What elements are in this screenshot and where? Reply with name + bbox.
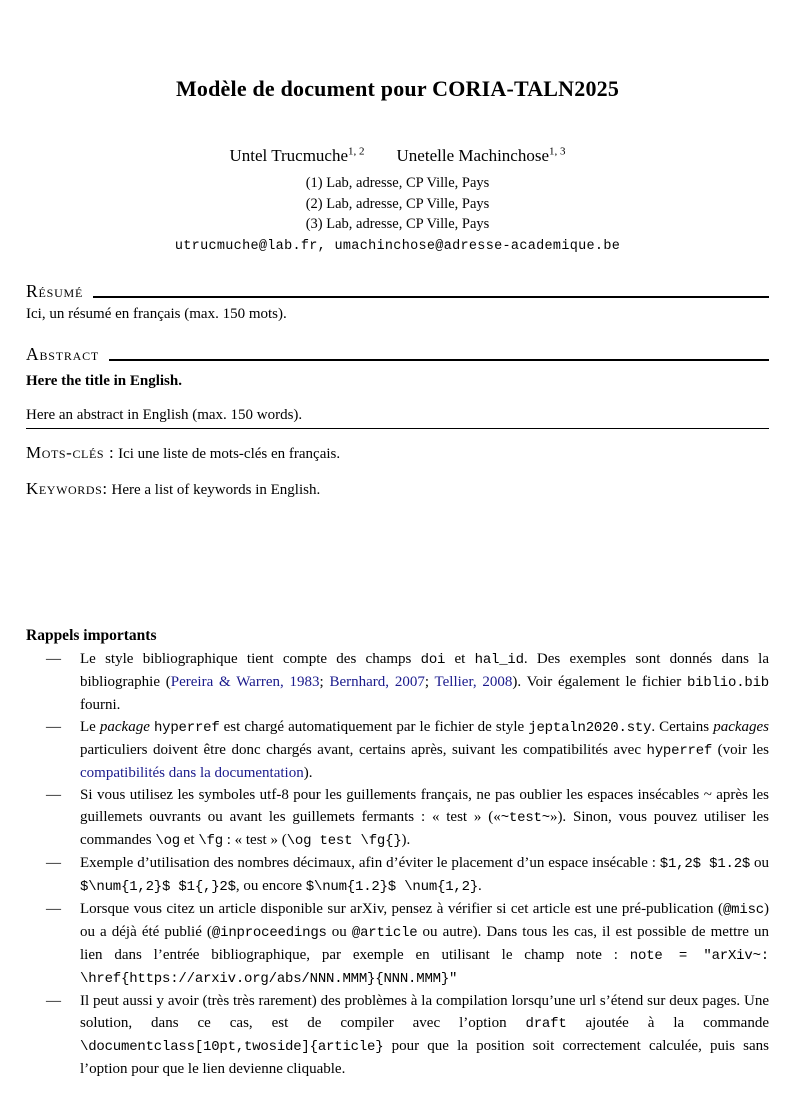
resume-heading: Résumé xyxy=(26,280,84,301)
bullet-text-4 xyxy=(80,852,769,898)
author-line xyxy=(26,146,769,166)
plain-text: pour que la position soit correctement calculée, puis sans l’option pour que le lien devienne cliquable. xyxy=(80,1037,769,1077)
abstract-text: Here an abstract in English (max. 150 words). xyxy=(26,404,769,429)
bullet-text-5 xyxy=(80,898,769,990)
plain-text: et xyxy=(445,650,475,667)
code-span: biblio.bib xyxy=(686,674,769,691)
plain-text: ou xyxy=(750,854,770,871)
plain-text: ajoutée à la commande xyxy=(566,1014,769,1031)
affiliation-line-3: (3) Lab, adresse, CP Ville, Pays xyxy=(305,216,490,232)
bullet-text-2 xyxy=(80,716,769,784)
code-span: \og xyxy=(155,832,181,849)
page-title: Modèle de document pour CORIA-TALN2025 xyxy=(175,76,620,101)
abstract-heading-rule xyxy=(109,344,769,361)
author-1 xyxy=(230,146,365,165)
plain-text: »). Sinon, vous pouvez utiliser les commandes xyxy=(80,808,769,848)
code-span: hal_id xyxy=(474,651,524,668)
plain-text: est chargé automatiquement par le fichier de style xyxy=(219,718,529,735)
text-link[interactable]: Pereira & Warren, 1983 xyxy=(170,673,320,690)
keywords-fr-label: Mots-clés : xyxy=(26,442,115,462)
keywords-en-label: Keywords: xyxy=(26,478,108,498)
author-1-superscript: 1, 2 xyxy=(348,145,365,158)
bullet-dash: — xyxy=(46,650,61,667)
plain-text: ) ou a déjà été publié ( xyxy=(80,900,769,940)
bullet-text-6 xyxy=(80,990,769,1080)
plain-text: (voir les xyxy=(712,741,769,758)
code-span: $\num{1,2}$ $1{,}2$ xyxy=(80,878,236,895)
keywords-fr-text: Ici une liste de mots-clés en français. xyxy=(114,445,341,462)
code-span: note = "arXiv~: \href{https://arxiv.org/abs/NNN.MMM}{NNN.MMM}" xyxy=(80,947,769,987)
bullet-item-4 xyxy=(26,852,769,898)
keywords-en-line xyxy=(26,478,769,501)
plain-text: Il peut aussi y avoir (très très rarement) des problèmes à la compilation lorsqu’une url s’étend sur deux pages. Une solution, dans ce cas, est de compiler avec l’option xyxy=(80,992,769,1031)
code-span: doi xyxy=(420,651,446,668)
bullet-item-3 xyxy=(26,784,769,852)
plain-text: ou autre). Dans tous les cas, il est possible de mettre un lien dans l’entrée bibliographique, par exemple en utilisant le champ note : xyxy=(80,923,769,963)
code-span: @article xyxy=(351,924,418,941)
code-span: \documentclass[10pt,twoside]{article} xyxy=(80,1038,384,1055)
plain-text: ; xyxy=(319,673,330,690)
bullet-item-1 xyxy=(26,648,769,716)
plain-text: , ou encore xyxy=(235,877,306,894)
bullet-item-6 xyxy=(26,990,769,1080)
code-span: @misc xyxy=(722,901,764,918)
bullet-item-5 xyxy=(26,898,769,990)
plain-text: ). xyxy=(303,764,313,781)
plain-text: Lorsque vous citez un article disponible sur arXiv, pensez à vérifier si cet article est une pré-publication ( xyxy=(80,900,723,917)
plain-text: . xyxy=(478,877,482,894)
keywords-fr-line xyxy=(26,442,769,465)
section-heading: Rappels importants xyxy=(26,626,157,644)
author-emails: utrucmuche@lab.fr, umachinchose@adresse-academique.be xyxy=(174,238,621,254)
plain-text: fourni. xyxy=(80,696,121,713)
plain-text: et xyxy=(180,831,199,848)
code-span: hyperref xyxy=(153,719,220,736)
author-2-name: Unetelle Machinchose xyxy=(396,146,549,165)
plain-text: Le xyxy=(80,718,100,735)
plain-text: ou xyxy=(326,923,352,940)
code-span: $\num{1.2}$ \num{1,2} xyxy=(305,878,479,895)
bullet-dash: — xyxy=(46,786,61,803)
author-2 xyxy=(397,146,566,165)
abstract-heading: Abstract xyxy=(26,343,100,364)
italic-text: package xyxy=(99,718,150,735)
bullet-item-2 xyxy=(26,716,769,784)
code-span: draft xyxy=(525,1015,567,1032)
code-span: hyperref xyxy=(646,742,713,759)
affiliation-line-2: (2) Lab, adresse, CP Ville, Pays xyxy=(305,195,490,212)
code-span: @inproceedings xyxy=(211,924,327,941)
resume-text: Ici, un résumé en français (max. 150 mots). xyxy=(26,305,287,322)
plain-text: : « test » ( xyxy=(222,831,287,848)
bullet-dash: — xyxy=(46,992,61,1009)
resume-heading-rule xyxy=(93,281,769,298)
resume-heading-row xyxy=(26,281,769,302)
bullet-text-1 xyxy=(80,648,769,716)
plain-text: Exemple d’utilisation des nombres décimaux, afin d’éviter le placement d’un espace insécable : xyxy=(80,854,660,871)
abstract-heading-row xyxy=(26,344,769,365)
keywords-en-text: Here a list of keywords in English. xyxy=(107,481,321,498)
code-span: \og test \fg{} xyxy=(286,832,402,849)
text-link[interactable]: Bernhard, 2007 xyxy=(329,673,425,690)
plain-text: particuliers doivent être donc chargés avant, certains après, suivant les compatibilités avec xyxy=(80,741,647,758)
bullet-text-3 xyxy=(80,784,769,852)
plain-text: . Certains xyxy=(651,718,714,735)
bullet-dash: — xyxy=(46,718,61,735)
author-2-superscript: 1, 3 xyxy=(549,145,566,158)
bullet-list xyxy=(26,648,769,1080)
plain-text: . Des exemples sont donnés dans la bibliographie ( xyxy=(80,650,769,690)
author-1-name: Untel Trucmuche xyxy=(229,146,349,165)
bullet-dash: — xyxy=(46,900,61,917)
english-title: Here the title in English. xyxy=(26,372,182,389)
bullet-dash: — xyxy=(46,854,61,871)
code-span: $1,2$ $1.2$ xyxy=(659,855,751,872)
plain-text: ). xyxy=(401,831,411,848)
affiliation-line-1: (1) Lab, adresse, CP Ville, Pays xyxy=(305,175,490,191)
affiliations xyxy=(26,173,769,235)
italic-text: packages xyxy=(713,718,769,735)
plain-text: ; xyxy=(424,673,435,690)
code-span: \fg xyxy=(198,832,223,849)
text-link[interactable]: compatibilités dans la documentation xyxy=(80,764,304,781)
text-link[interactable]: Tellier, 2008 xyxy=(434,673,513,690)
plain-text: ). Voir également le fichier xyxy=(512,673,687,690)
document-page xyxy=(0,76,794,1112)
code-span: ~test~ xyxy=(500,809,550,826)
plain-text: Si vous utilisez les symboles utf-8 pour les guillements français, ne pas oublier les espaces insécables ~ après les guillemets ouvrants ou avant les guillemets fermants : « test » (« xyxy=(80,786,769,825)
plain-text: Le style bibliographique tient compte des champs xyxy=(80,650,421,667)
code-span: jeptaln2020.sty xyxy=(528,719,652,736)
